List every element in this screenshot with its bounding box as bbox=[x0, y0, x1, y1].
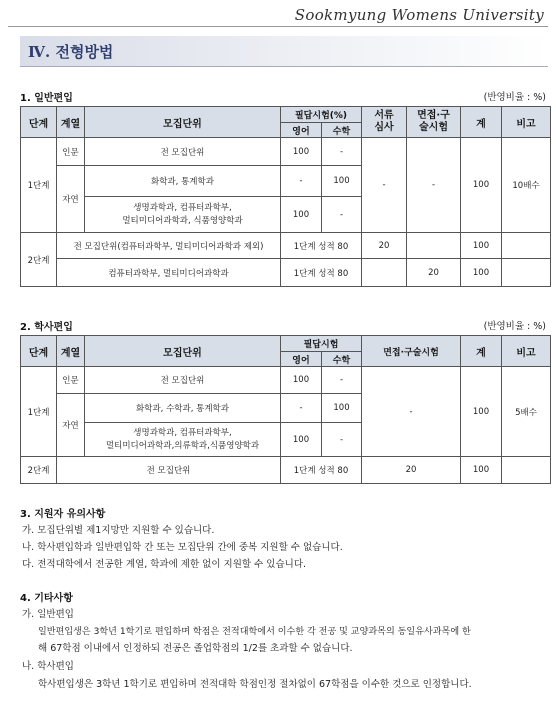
math-cell: - bbox=[322, 367, 362, 394]
remark-cell: 10배수 bbox=[502, 138, 551, 233]
section2-title: 2. 학사편입 bbox=[20, 322, 73, 333]
total-cell: 100 bbox=[461, 259, 502, 287]
header-remark: 비고 bbox=[502, 336, 551, 367]
unit-cell: 전 모집단위 bbox=[85, 367, 281, 394]
notice-item: 다. 전적대학에서 전공한 계열, 학과에 제한 없이 지원할 수 있습니다. bbox=[22, 559, 307, 570]
track-cell: 인문 bbox=[57, 138, 85, 166]
bachelor-transfer-table bbox=[20, 335, 551, 484]
remark-cell bbox=[502, 233, 551, 259]
english-cell: 100 bbox=[281, 367, 322, 394]
track-cell: 자연 bbox=[57, 166, 85, 233]
general-transfer-subtitle: 가. 일반편입 bbox=[22, 609, 74, 620]
notice-item: 가. 모집단위별 제1지망만 지원할 수 있습니다. bbox=[22, 525, 215, 536]
total-cell: 100 bbox=[461, 138, 502, 233]
total-cell: 100 bbox=[461, 233, 502, 259]
stage-cell: 2단계 bbox=[21, 457, 57, 484]
section4-title: 4. 기타사항 bbox=[20, 593, 73, 604]
english-cell: 100 bbox=[281, 138, 322, 166]
interview-cell: - bbox=[407, 138, 461, 233]
header-english: 영어 bbox=[281, 123, 322, 138]
unit-cell: 화학과, 수학과, 통계학과 bbox=[85, 394, 281, 423]
header-track: 계열 bbox=[57, 336, 85, 367]
unit-cell: 전 모집단위 bbox=[85, 138, 281, 166]
section1-title: 1. 일반편입 bbox=[20, 93, 73, 104]
table-row bbox=[21, 138, 551, 166]
bachelor-transfer-subtitle: 나. 학사편입 bbox=[22, 661, 74, 672]
stage-cell: 2단계 bbox=[21, 233, 57, 287]
written-cell: 1단계 성적 80 bbox=[281, 233, 362, 259]
remark-cell bbox=[502, 259, 551, 287]
unit-cell: 전 모집단위 bbox=[57, 457, 281, 484]
english-cell: 100 bbox=[281, 423, 322, 457]
section-title-bar bbox=[20, 36, 548, 67]
math-cell: 100 bbox=[322, 166, 362, 197]
header-written: 필답시험(%) bbox=[281, 107, 362, 123]
math-cell: - bbox=[322, 197, 362, 233]
interview-cell bbox=[407, 233, 461, 259]
interview-cell: 20 bbox=[407, 259, 461, 287]
section-title: Ⅳ. 전형방법 bbox=[28, 43, 114, 61]
stage-cell: 1단계 bbox=[21, 138, 57, 233]
header-rule bbox=[8, 26, 548, 27]
header-unit: 모집단위 bbox=[85, 107, 281, 138]
table-row bbox=[21, 233, 551, 259]
unit-cell: 컴퓨터과학부, 멀티미디어과학과 bbox=[57, 259, 281, 287]
header-unit: 모집단위 bbox=[85, 336, 281, 367]
section2-ratio-note: (반영비율 : %) bbox=[483, 321, 546, 332]
section1-ratio-note: (반영비율 : %) bbox=[483, 92, 546, 103]
remark-cell: 5배수 bbox=[502, 367, 551, 457]
total-cell: 100 bbox=[461, 367, 502, 457]
header-stage: 단계 bbox=[21, 336, 57, 367]
docs-cell: - bbox=[362, 138, 407, 233]
header-total: 계 bbox=[461, 336, 502, 367]
unit-cell: 생명과학과, 컴퓨터과학부, 멀티미디어과학과,의류학과,식품영양학과 bbox=[85, 423, 281, 457]
table-row bbox=[21, 457, 551, 484]
header-docs: 서류 심사 bbox=[362, 107, 407, 138]
notice-item: 나. 학사편입학과 일반편입학 간 또는 모집단위 간에 중복 지원할 수 없습니다. bbox=[22, 542, 343, 553]
stage-cell: 1단계 bbox=[21, 367, 57, 457]
section3-title: 3. 지원자 유의사항 bbox=[20, 509, 106, 520]
written-cell: 1단계 성적 80 bbox=[281, 457, 362, 484]
table-row bbox=[21, 259, 551, 287]
docs-cell: 20 bbox=[362, 233, 407, 259]
university-brand: Sookmyung Womens University bbox=[294, 6, 544, 24]
math-cell: 100 bbox=[322, 394, 362, 423]
general-transfer-text: 일반편입생은 3학년 1학기로 편입하며 학점은 전적대학에서 이수한 각 전공 및 교양과목의 동일유사과목에 한 bbox=[38, 627, 471, 637]
interview-cell: - bbox=[362, 367, 461, 457]
general-transfer-table bbox=[20, 106, 551, 287]
remark-cell bbox=[502, 457, 551, 484]
track-cell: 자연 bbox=[57, 394, 85, 457]
interview-cell: 20 bbox=[362, 457, 461, 484]
written-cell: 1단계 성적 80 bbox=[281, 259, 362, 287]
unit-cell: 전 모집단위(컴퓨터과학부, 멀티미디어과학과 제외) bbox=[57, 233, 281, 259]
header-english: 영어 bbox=[281, 352, 322, 367]
general-transfer-text: 해 67학점 이내에서 인정하되 전공은 졸업학점의 1/2를 초과할 수 없습니다. bbox=[38, 643, 353, 654]
track-cell: 인문 bbox=[57, 367, 85, 394]
header-total: 계 bbox=[461, 107, 502, 138]
math-cell: - bbox=[322, 423, 362, 457]
header-math: 수학 bbox=[322, 352, 362, 367]
header-remark: 비고 bbox=[502, 107, 551, 138]
header-math: 수학 bbox=[322, 123, 362, 138]
table-row bbox=[21, 367, 551, 394]
header-written: 필답시험 bbox=[281, 336, 362, 352]
header-track: 계열 bbox=[57, 107, 85, 138]
unit-cell: 생명과학과, 컴퓨터과학부, 멀티미디어과학과, 식품영양학과 bbox=[85, 197, 281, 233]
docs-cell bbox=[362, 259, 407, 287]
english-cell: - bbox=[281, 394, 322, 423]
bachelor-transfer-text: 학사편입생은 3학년 1학기로 편입하며 전적대학 학점인정 절차없이 67학점을 이수한 것으로 인정합니다. bbox=[38, 679, 472, 690]
math-cell: - bbox=[322, 138, 362, 166]
header-interview: 면접·구 술시험 bbox=[407, 107, 461, 138]
unit-cell: 화학과, 통계학과 bbox=[85, 166, 281, 197]
english-cell: - bbox=[281, 166, 322, 197]
header-interview: 면접·구술시험 bbox=[362, 336, 461, 367]
english-cell: 100 bbox=[281, 197, 322, 233]
total-cell: 100 bbox=[461, 457, 502, 484]
header-stage: 단계 bbox=[21, 107, 57, 138]
